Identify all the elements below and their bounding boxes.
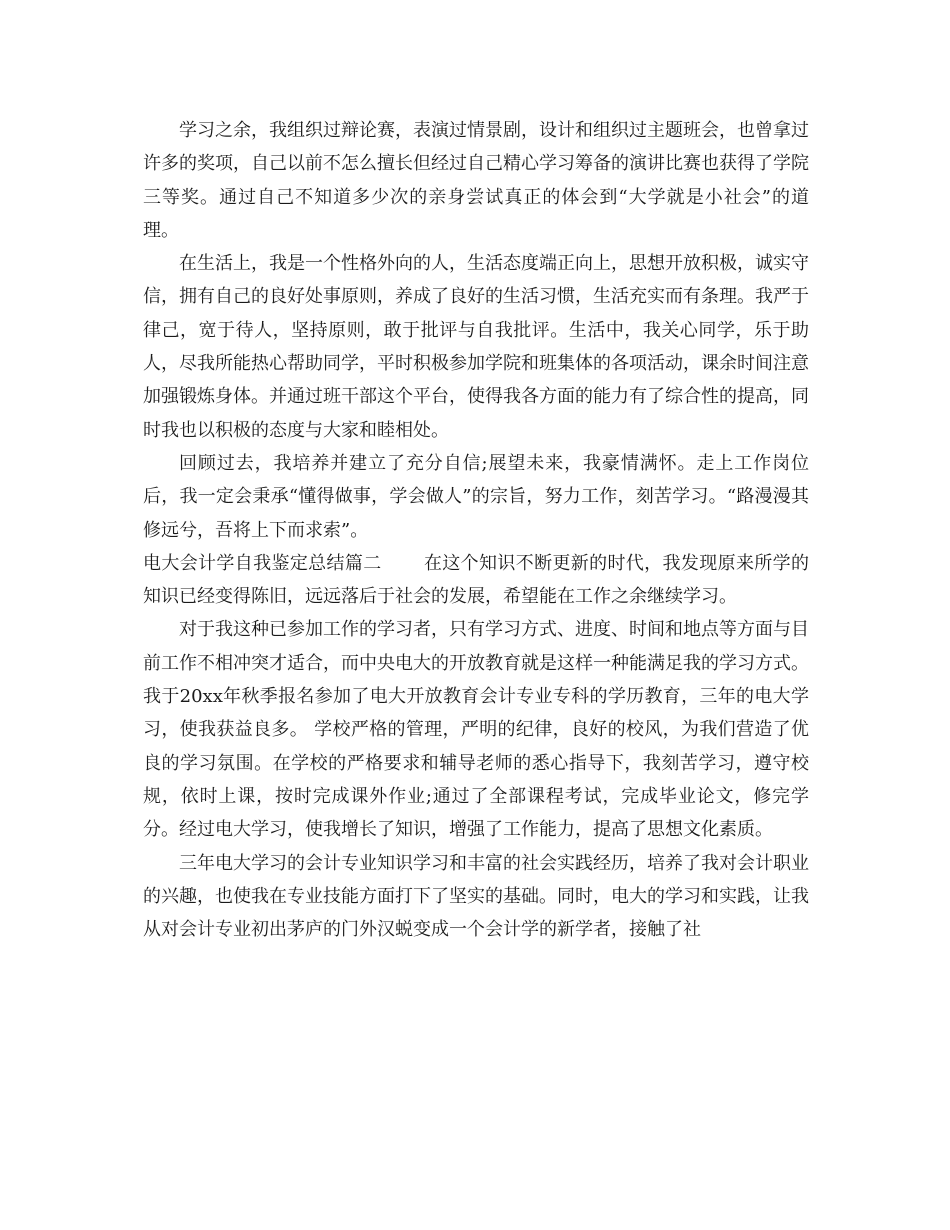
paragraph-extracurricular: 学习之余，我组织过辩论赛，表演过情景剧，设计和组织过主题班会，也曾拿过许多的奖项，自己以前不怎么擅长但经过自己精心学习筹备的演讲比赛也获得了学院三等奖。通过自己不知道多少次的亲身尝试真正的体会到“大学就是小社会”的道理。 [143, 120, 809, 241]
paragraph-looking-back: 回顾过去，我培养并建立了充分自信;展望未来，我豪情满怀。走上工作岗位后，我一定会秉承“懂得做事，学会做人”的宗旨，努力工作，刻苦学习。“路漫漫其修远兮，吾将上下而求索”。 [143, 452, 809, 541]
paragraph-open-education: 对于我这种已参加工作的学习者，只有学习方式、进度、时间和地点等方面与目前工作不相冲突才适合，而中央电大的开放教育就是这样一种能满足我的学习方式。我于20xx年秋季报名参加了电大开放教育会计专业专科的学历教育，三年的电大学习，使我获益良多。 学校严格的管理，严明的纪律，良好的校风，为我们营造了优良的学习氛围。在学校的严格要求和辅导老师的悉心指导下，我刻苦学习，遵守校规，依时上课，按时完成课外作业;通过了全部课程考试，完成毕业论文，修完学分。经过电大学习，使我增长了知识，增强了工作能力，提高了思想文化素质。 [143, 619, 809, 841]
section-two [143, 547, 809, 614]
section-intro: 在这个知识不断更新的时代，我发现原来所学的知识已经变得陈旧，远远落后于社会的发展，希望能在工作之余继续学习。 [143, 552, 810, 608]
document-body [143, 114, 809, 946]
paragraph-daily-life: 在生活上，我是一个性格外向的人，生活态度端正向上，思想开放积极，诚实守信，拥有自己的良好处事原则，养成了良好的生活习惯，生活充实而有条理。我严于律己，宽于待人，坚持原则，敢于批评与自我批评。生活中，我关心同学，乐于助人，尽我所能热心帮助同学，平时积极参加学院和班集体的各项活动，课余时间注意加强锻炼身体。并通过班干部这个平台，使得我各方面的能力有了综合性的提高，同时我也以积极的态度与大家和睦相处。 [143, 253, 809, 441]
paragraph-accounting-study: 三年电大学习的会计专业知识学习和丰富的社会实践经历，培养了我对会计职业的兴趣，也使我在专业技能方面打下了坚实的基础。同时，电大的学习和实践，让我从对会计专业初出茅庐的门外汉蜕变成一个会计学的新学者，接触了社 [143, 852, 809, 941]
section-heading: 电大会计学自我鉴定总结篇二 [143, 552, 382, 574]
